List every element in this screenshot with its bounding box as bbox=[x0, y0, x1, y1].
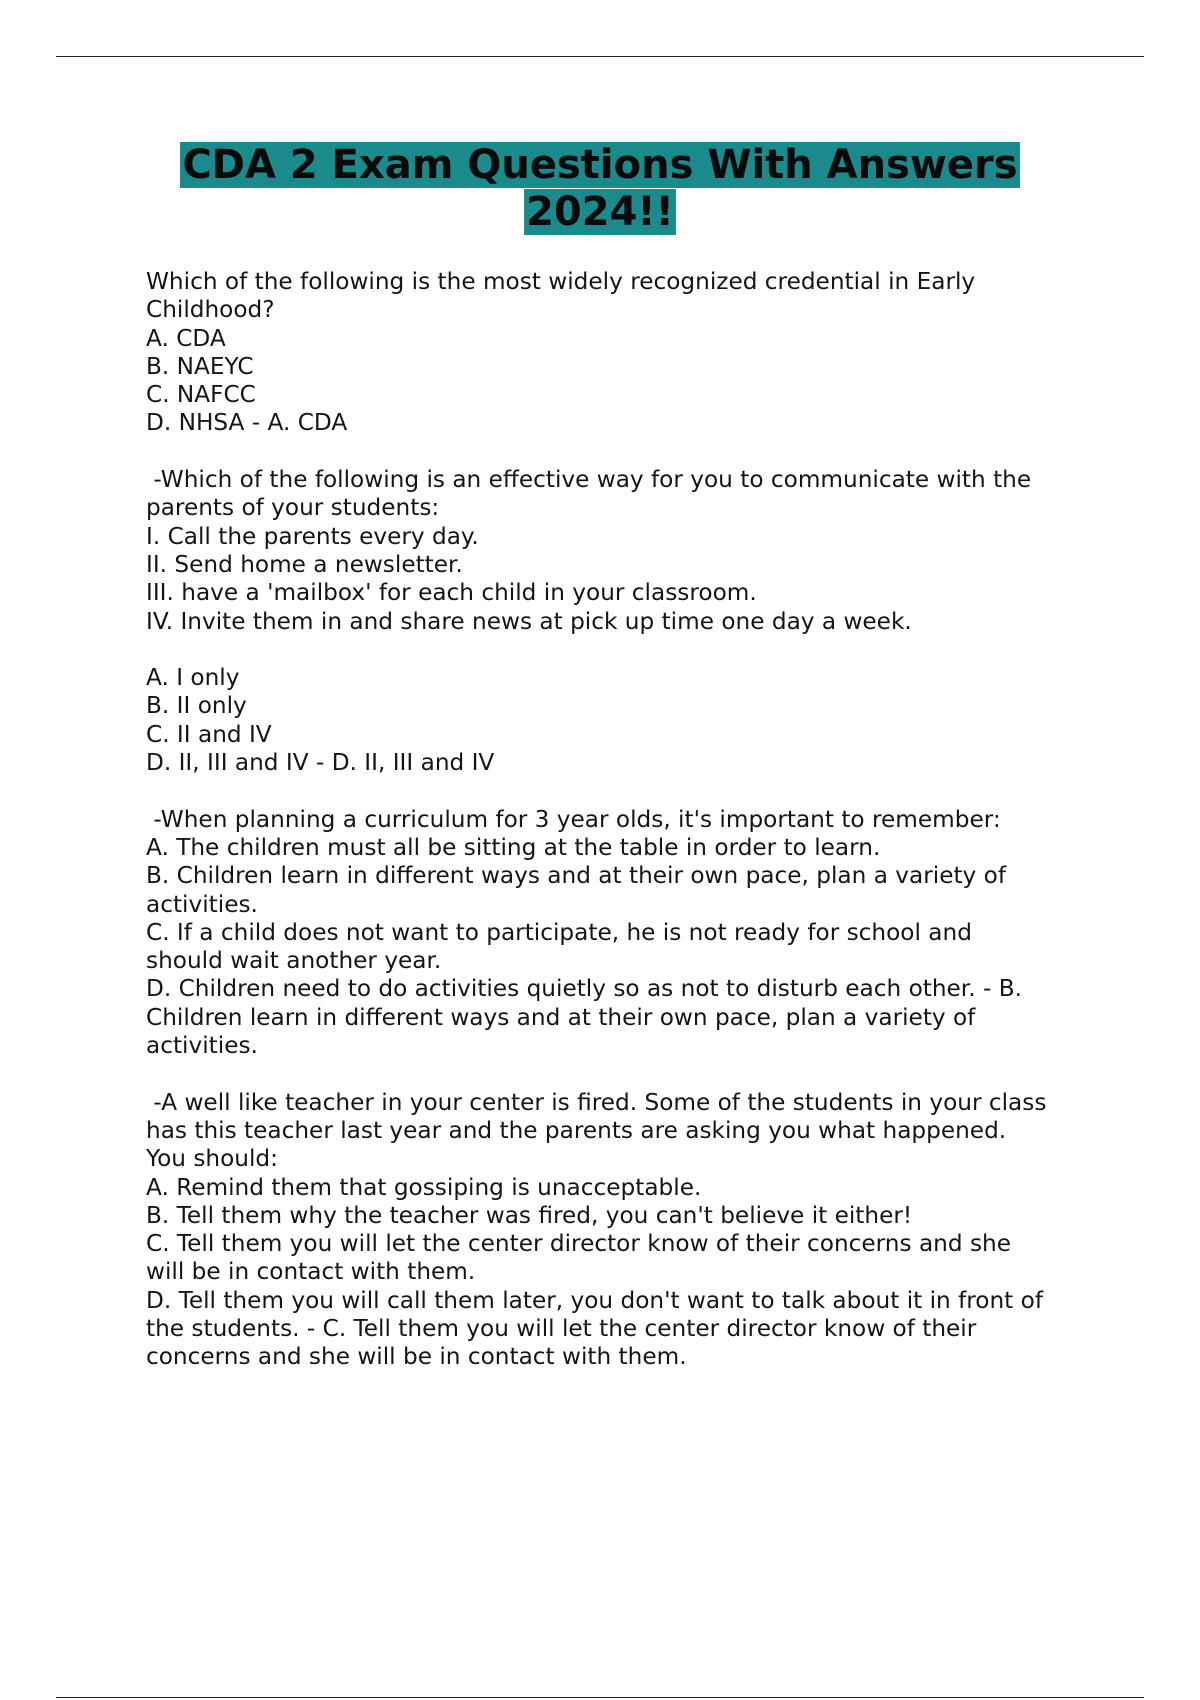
question-1-option-a: A. CDA bbox=[146, 324, 226, 352]
question-2-line-1: -Which of the following is an effective way for you to communicate with the bbox=[146, 466, 1032, 494]
question-4-option-c: C. Tell them you will let the center director know of their concerns and she bbox=[146, 1230, 1011, 1258]
question-1-option-b: B. NAEYC bbox=[146, 352, 254, 380]
question-4-option-a: A. Remind them that gossiping is unacceptable. bbox=[146, 1173, 702, 1201]
question-2 bbox=[146, 466, 1106, 777]
question-4-line-3: You should: bbox=[146, 1145, 278, 1173]
question-1-line-1: Which of the following is the most widely recognized credential in Early bbox=[146, 268, 976, 295]
question-4-option-d-answer: D. Tell them you will call them later, you don't want to talk about it in front of bbox=[146, 1286, 1043, 1314]
document-body bbox=[146, 268, 1106, 1400]
question-1-line-2: Childhood? bbox=[146, 296, 275, 324]
question-2-item-i: I. Call the parents every day. bbox=[146, 522, 479, 550]
question-3-option-c: C. If a child does not want to participate, he is not ready for school and bbox=[146, 918, 972, 946]
question-3 bbox=[146, 806, 1106, 1061]
question-1-option-d-answer: D. NHSA - A. CDA bbox=[146, 409, 348, 437]
question-4-answer-cont-1: the students. - C. Tell them you will let the center director know of their bbox=[146, 1314, 977, 1342]
top-rule bbox=[56, 56, 1144, 57]
question-3-answer-cont-1: Children learn in different ways and at their own pace, plan a variety of bbox=[146, 1003, 976, 1031]
question-3-option-b-cont: activities. bbox=[146, 890, 258, 918]
question-2-option-d-answer: D. II, III and IV - D. II, III and IV bbox=[146, 749, 495, 777]
question-3-line-1: -When planning a curriculum for 3 year olds, it's important to remember: bbox=[146, 805, 1001, 833]
question-4 bbox=[146, 1089, 1106, 1372]
title-line-2: 2024!! bbox=[526, 189, 674, 235]
question-2-item-iii: III. have a 'mailbox' for each child in your classroom. bbox=[146, 579, 757, 607]
question-2-spacer bbox=[146, 636, 1106, 664]
question-4-line-2: has this teacher last year and the parents are asking you what happened. bbox=[146, 1116, 1007, 1144]
question-4-option-c-cont: will be in contact with them. bbox=[146, 1258, 476, 1286]
question-3-option-b: B. Children learn in different ways and at their own pace, plan a variety of bbox=[146, 862, 1006, 890]
question-2-option-b: B. II only bbox=[146, 692, 247, 720]
question-4-option-b: B. Tell them why the teacher was fired, you can't believe it either! bbox=[146, 1201, 913, 1229]
question-1-option-c: C. NAFCC bbox=[146, 381, 256, 409]
question-4-answer-cont-2: concerns and she will be in contact with them. bbox=[146, 1343, 687, 1371]
title-line-1: CDA 2 Exam Questions With Answers bbox=[182, 142, 1018, 188]
question-3-option-a: A. The children must all be sitting at the table in order to learn. bbox=[146, 833, 881, 861]
question-2-option-c: C. II and IV bbox=[146, 720, 272, 748]
question-4-line-1: -A well like teacher in your center is fired. Some of the students in your class bbox=[146, 1088, 1047, 1116]
question-2-option-a: A. I only bbox=[146, 664, 240, 692]
question-3-answer-cont-2: activities. bbox=[146, 1032, 258, 1060]
question-2-item-iv: IV. Invite them in and share news at pick up time one day a week. bbox=[146, 607, 912, 635]
question-1 bbox=[146, 268, 1106, 438]
document-title bbox=[100, 142, 1100, 236]
question-2-item-ii: II. Send home a newsletter. bbox=[146, 550, 463, 578]
question-3-option-c-cont: should wait another year. bbox=[146, 947, 442, 975]
bottom-rule bbox=[56, 1697, 1144, 1698]
question-2-line-2: parents of your students: bbox=[146, 494, 440, 522]
question-3-option-d-answer: D. Children need to do activities quietly so as not to disturb each other. - B. bbox=[146, 975, 1022, 1003]
